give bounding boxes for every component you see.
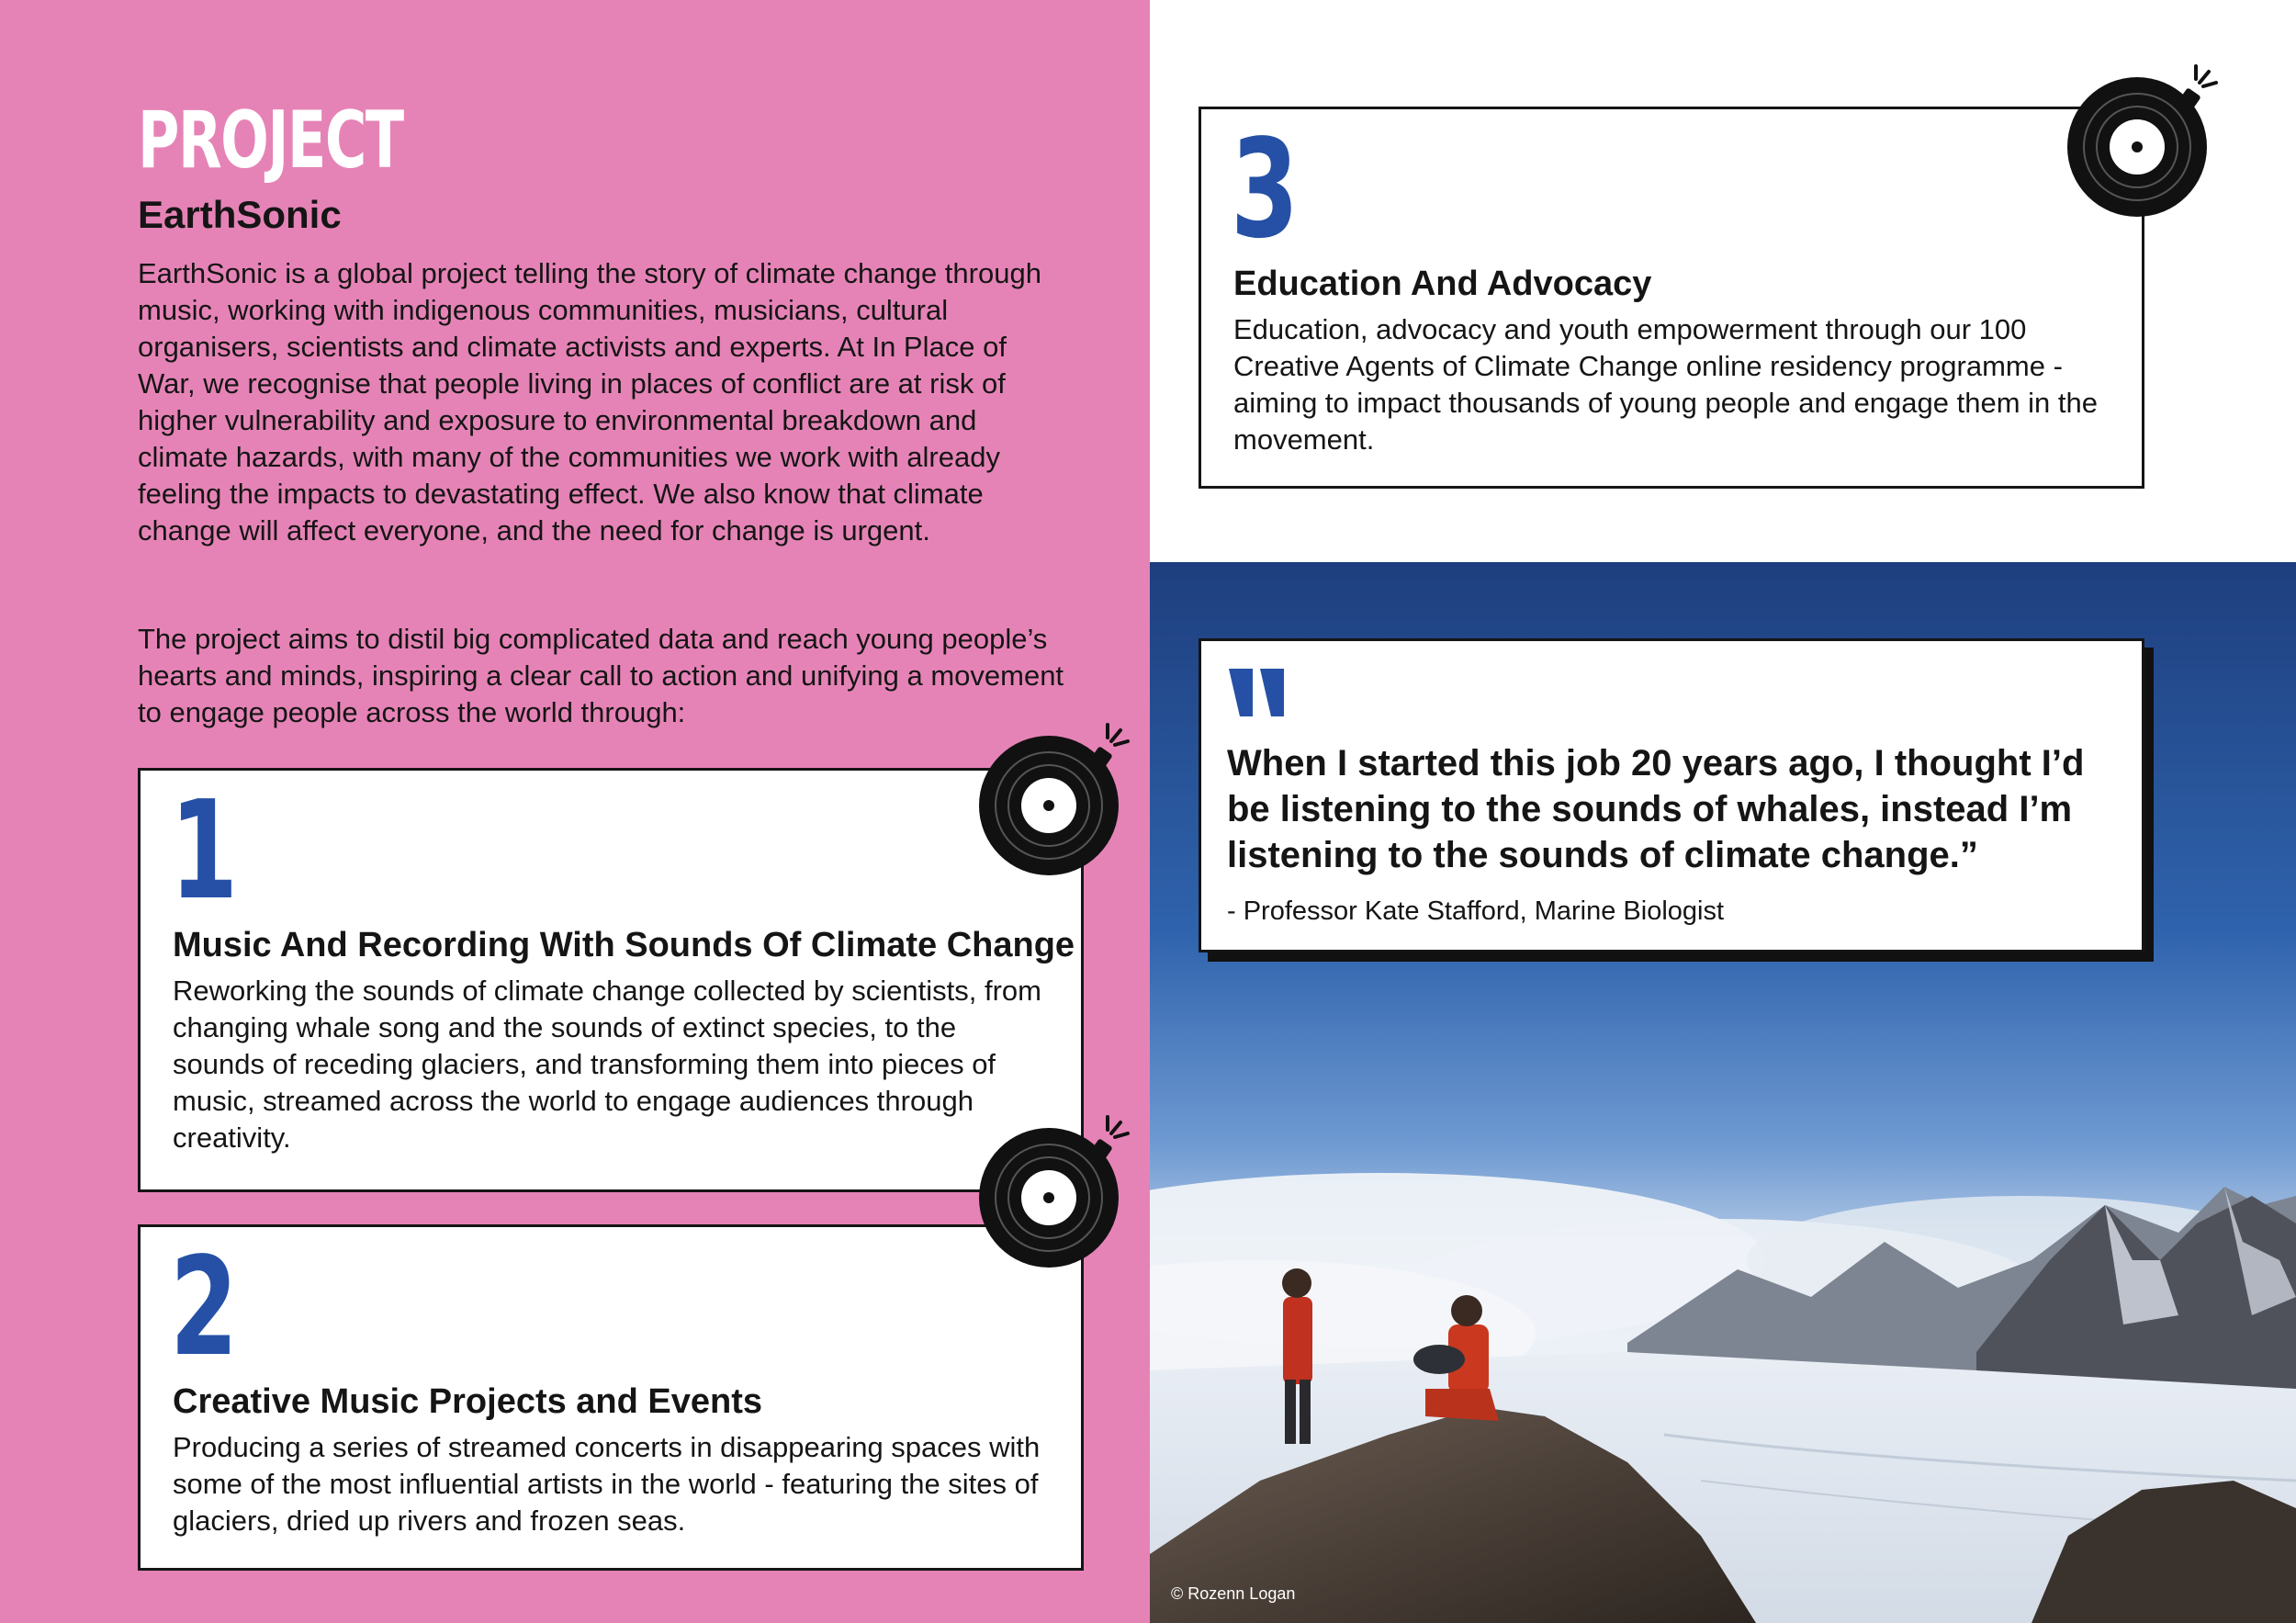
intro-paragraph-1: EarthSonic is a global project telling the story of climate change through music, working with indigenous communities, musicians, cultural organisers, scientists and climate activists and experts. At In Place of War, we recognise that people living in places of conflict are at risk of higher vulnerability and exposure to environmental breakdown and climate hazards, with many of the communities we work with already feeling the impacts to devastating effect. We also know that climate change will affect everyone, and the need for change is urgent. <box>138 257 1041 547</box>
card-number: 1 <box>170 772 239 930</box>
card-title: Creative Music Projects and Events <box>173 1382 763 1421</box>
card-education-advocacy <box>1199 107 2144 489</box>
vinyl-record-bomb-icon <box>2062 62 2218 219</box>
card-music-recording <box>138 768 1084 1192</box>
card-text: Producing a series of streamed concerts in disappearing spaces with some of the most influential artists in the world - featuring the sites of glaciers, dried up rivers and frozen seas. <box>173 1431 1041 1537</box>
vinyl-record-bomb-icon <box>974 1113 1130 1269</box>
card-title: Music And Recording With Sounds Of Climate Change <box>173 926 1075 964</box>
card-number: 3 <box>1231 110 1300 268</box>
card-creative-projects <box>138 1224 1084 1571</box>
card-number: 2 <box>170 1228 239 1386</box>
quote-mark-icon <box>1229 669 1286 716</box>
quote-attribution: - Professor Kate Stafford, Marine Biologist <box>1227 896 1725 926</box>
vinyl-record-bomb-icon <box>974 721 1130 877</box>
quote-card <box>1199 638 2144 952</box>
card-text: Education, advocacy and youth empowerment through our 100 Creative Agents of Climate Change online residency programme - aiming to impact thousands of young people and engage them in the movement. <box>1233 313 2098 456</box>
quote-text: When I started this job 20 years ago, I thought I’d be listening to the sounds of whales, instead I’m listening to the sounds of climate change.” <box>1227 743 2085 875</box>
intro-paragraph-2: The project aims to distil big complicated data and reach young people’s hearts and minds, inspiring a clear call to action and unifying a movement to engage people across the world through: <box>138 623 1064 728</box>
photo-credit: © Rozenn Logan <box>1171 1584 1296 1603</box>
card-text: Reworking the sounds of climate change collected by scientists, from changing whale song and the sounds of extinct species, to the sounds of receding glaciers, and transforming them into pieces of music, streamed across the world to engage audiences through creativity. <box>173 975 1041 1154</box>
section-kicker: PROJECT <box>138 95 403 186</box>
project-title: EarthSonic <box>138 193 342 236</box>
card-title: Education And Advocacy <box>1233 265 1652 303</box>
